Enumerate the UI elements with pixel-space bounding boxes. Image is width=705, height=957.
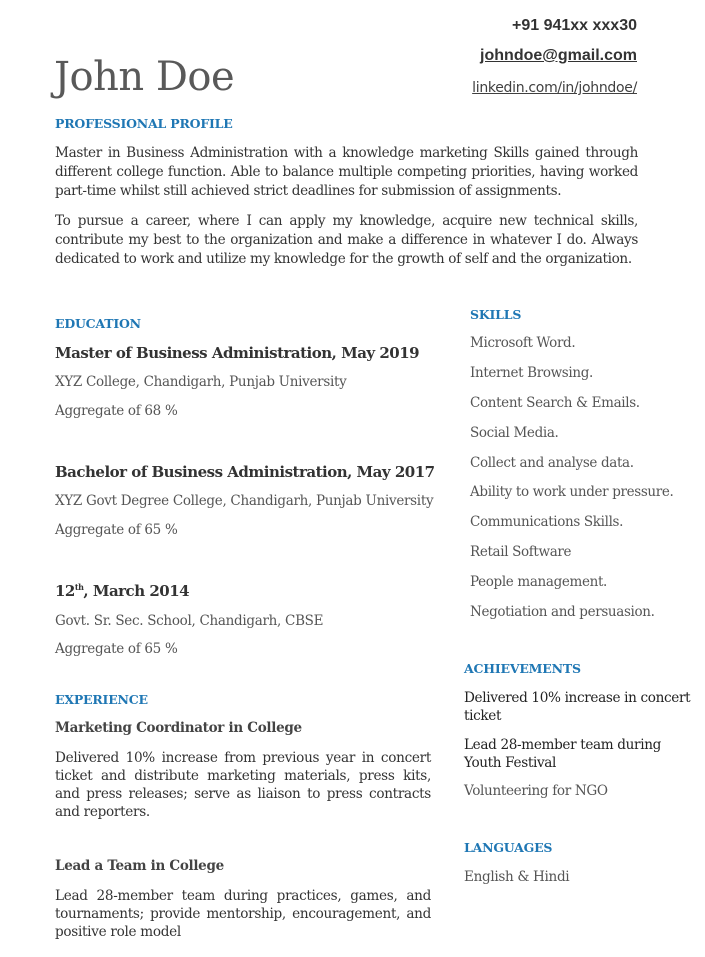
profile-paragraph: To pursue a career, where I can apply my knowledge, acquire new technical skills, contribute my best to the organization and make a difference in whatever I do. Always dedicated to work and utilize my knowledge for the growth of self and the organization. [55, 213, 638, 267]
education-degree: Master of Business Administration, May 2019 [55, 344, 420, 362]
email-link[interactable]: johndoe@gmail.com [480, 47, 637, 64]
skill-item: Collect and analyse data. [470, 455, 634, 471]
section-heading-achievements: ACHIEVEMENTS [464, 661, 581, 676]
achievement-item: Delivered 10% increase in concert ticket [464, 690, 691, 724]
education-institution: XYZ Govt Degree College, Chandigarh, Punjab University [55, 493, 434, 509]
linkedin-link[interactable]: linkedin.com/in/johndoe/ [472, 80, 637, 96]
skill-item: Content Search & Emails. [470, 395, 640, 411]
skill-item: Internet Browsing. [470, 365, 593, 381]
education-aggregate: Aggregate of 68 % [55, 403, 178, 419]
education-degree-suffix: , March 2014 [83, 582, 190, 600]
education-aggregate: Aggregate of 65 % [55, 522, 178, 538]
experience-description: Lead 28-member team during practices, games, and tournaments; provide mentorship, encouragement, and positive role model [55, 888, 431, 940]
languages-value: English & Hindi [464, 869, 570, 885]
education-aggregate: Aggregate of 65 % [55, 641, 178, 657]
education-degree [55, 582, 189, 600]
skill-item: Social Media. [470, 425, 559, 441]
education-institution: XYZ College, Chandigarh, Punjab University [55, 374, 347, 390]
skill-item: Ability to work under pressure. [470, 484, 674, 500]
section-heading-profile: PROFESSIONAL PROFILE [55, 116, 233, 131]
education-institution: Govt. Sr. Sec. School, Chandigarh, CBSE [55, 613, 324, 629]
profile-paragraph: Master in Business Administration with a knowledge marketing Skills gained through different college function. Able to balance multiple competing priorities, having worked part-time whilst still achieved strict deadlines for submission of assignments. [55, 145, 638, 199]
candidate-name: John Doe [54, 54, 235, 100]
achievement-item: Volunteering for NGO [464, 783, 608, 799]
section-heading-skills: SKILLS [470, 307, 522, 322]
skill-item: Negotiation and persuasion. [470, 604, 655, 620]
skill-item: Communications Skills. [470, 514, 624, 530]
skill-item: Microsoft Word. [470, 335, 576, 351]
phone-number: +91 941xx xxx30 [511, 17, 637, 34]
skill-item: People management. [470, 574, 607, 590]
skill-item: Retail Software [470, 544, 572, 560]
section-heading-experience: EXPERIENCE [55, 692, 148, 707]
section-heading-languages: LANGUAGES [464, 840, 553, 855]
section-heading-education: EDUCATION [55, 316, 141, 331]
education-degree: Bachelor of Business Administration, May 2017 [55, 463, 435, 481]
experience-title: Marketing Coordinator in College [55, 720, 302, 736]
experience-title: Lead a Team in College [55, 858, 224, 874]
achievement-item: Lead 28-member team during Youth Festival [464, 737, 661, 771]
education-degree-superscript: th [74, 582, 84, 592]
education-degree-prefix: 12 [55, 582, 75, 600]
experience-description: Delivered 10% increase from previous year in concert ticket and distribute marketing materials, press kits, and press releases; serve as liaison to press contracts and reporters. [55, 750, 431, 820]
